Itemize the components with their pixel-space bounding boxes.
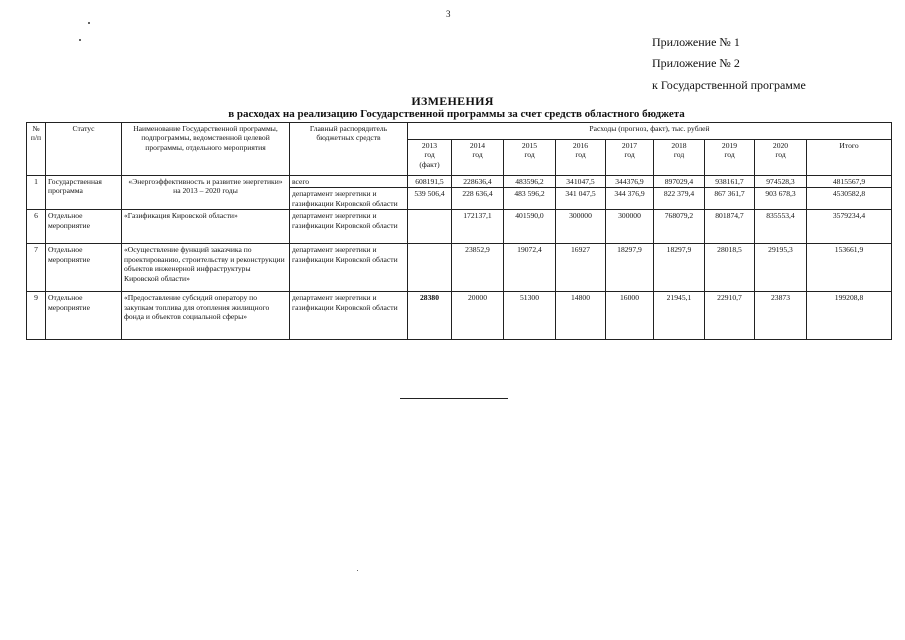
row-status: Отдельное мероприятие <box>46 244 122 292</box>
value-2013: 608191,5 <box>408 176 452 188</box>
row-manager: всего <box>290 176 408 188</box>
value-2016: 16927 <box>556 244 606 292</box>
header-status: Статус <box>46 123 122 176</box>
document-title: ИЗМЕНЕНИЯ <box>411 94 494 108</box>
document-subtitle: в расходах на реализацию Государственной программы за счет средств областного бюджета <box>228 108 685 120</box>
value-2020: 29195,3 <box>755 244 807 292</box>
value-2018: 897029,4 <box>654 176 705 188</box>
appendix-line-3: к Государственной программе <box>652 78 806 92</box>
value-2015: 483 596,2 <box>504 188 556 210</box>
header-year-2017: 2017 год <box>606 140 654 176</box>
value-2016: 300000 <box>556 210 606 244</box>
header-year-2019: 2019 год <box>705 140 755 176</box>
header-year-2015: 2015 год <box>504 140 556 176</box>
header-year-2013: 2013 год (факт) <box>408 140 452 176</box>
value-2019: 867 361,7 <box>705 188 755 210</box>
appendix-line-1: Приложение № 1 <box>652 35 740 49</box>
row-status: Отдельное мероприятие <box>46 210 122 244</box>
scan-speck <box>357 570 358 571</box>
appendix-line-2: Приложение № 2 <box>652 56 740 70</box>
header-expenses: Расходы (прогноз, факт), тыс. рублей <box>408 123 892 140</box>
row-num: 1 <box>27 176 46 210</box>
value-2020: 974528,3 <box>755 176 807 188</box>
value-2017: 18297,9 <box>606 244 654 292</box>
value-2014: 23852,9 <box>452 244 504 292</box>
value-2015: 51300 <box>504 292 556 340</box>
header-year-2014: 2014 год <box>452 140 504 176</box>
value-2018: 822 379,4 <box>654 188 705 210</box>
header-year-2018: 2018 год <box>654 140 705 176</box>
value-total: 4815567,9 <box>807 176 892 188</box>
value-total: 199208,8 <box>807 292 892 340</box>
value-2013: 28380 <box>408 292 452 340</box>
row-num: 7 <box>27 244 46 292</box>
value-2017: 344376,9 <box>606 176 654 188</box>
value-total: 153661,9 <box>807 244 892 292</box>
value-2017: 344 376,9 <box>606 188 654 210</box>
scan-speck <box>88 22 90 24</box>
value-2014: 172137,1 <box>452 210 504 244</box>
row-status: Отдельное мероприятие <box>46 292 122 340</box>
value-2018: 768079,2 <box>654 210 705 244</box>
value-2017: 300000 <box>606 210 654 244</box>
row-status: Государственная программа <box>46 176 122 210</box>
row-name: «Предоставление субсидий оператору по закупкам топлива для отопления жилищного фонда и объектов социальной сферы» <box>122 292 290 340</box>
value-2019: 22910,7 <box>705 292 755 340</box>
row-manager: департамент энергетики и газификации Кировской области <box>290 244 408 292</box>
row-num: 9 <box>27 292 46 340</box>
value-2014: 228636,4 <box>452 176 504 188</box>
value-total: 3579234,4 <box>807 210 892 244</box>
value-2013 <box>408 210 452 244</box>
row-manager: департамент энергетики и газификации Кировской области <box>290 188 408 210</box>
table-row <box>27 210 892 244</box>
row-name: «Энергоэффективность и развитие энергетики» на 2013 – 2020 годы <box>122 176 290 210</box>
header-year-2016: 2016 год <box>556 140 606 176</box>
table-row <box>27 176 892 188</box>
header-num: № п/п <box>27 123 46 176</box>
value-2017: 16000 <box>606 292 654 340</box>
scan-speck <box>79 39 81 41</box>
value-2020: 23873 <box>755 292 807 340</box>
header-total: Итого <box>807 140 892 176</box>
row-name: «Газификация Кировской области» <box>122 210 290 244</box>
header-year-2020: 2020 год <box>755 140 807 176</box>
value-2019: 938161,7 <box>705 176 755 188</box>
value-2015: 483596,2 <box>504 176 556 188</box>
table-row <box>27 292 892 340</box>
page-number: 3 <box>446 9 451 19</box>
value-2014: 20000 <box>452 292 504 340</box>
table-row <box>27 244 892 292</box>
value-2020: 835553,4 <box>755 210 807 244</box>
value-2013: 539 506,4 <box>408 188 452 210</box>
value-2013 <box>408 244 452 292</box>
value-2016: 341047,5 <box>556 176 606 188</box>
value-2016: 341 047,5 <box>556 188 606 210</box>
row-manager: департамент энергетики и газификации Кировской области <box>290 292 408 340</box>
value-2016: 14800 <box>556 292 606 340</box>
value-2015: 19072,4 <box>504 244 556 292</box>
value-total: 4530582,8 <box>807 188 892 210</box>
row-manager: департамент энергетики и газификации Кировской области <box>290 210 408 244</box>
end-divider <box>400 398 508 399</box>
value-2019: 801874,7 <box>705 210 755 244</box>
value-2014: 228 636,4 <box>452 188 504 210</box>
value-2018: 18297,9 <box>654 244 705 292</box>
value-2020: 903 678,3 <box>755 188 807 210</box>
expenses-table <box>26 122 892 340</box>
row-name: «Осуществление функций заказчика по проектированию, строительству и реконструкции объектов инженерной инфраструктуры Кировской области» <box>122 244 290 292</box>
header-manager: Главный распорядитель бюджетных средств <box>290 123 408 176</box>
value-2015: 401590,0 <box>504 210 556 244</box>
row-num: 6 <box>27 210 46 244</box>
value-2018: 21945,1 <box>654 292 705 340</box>
header-name: Наименование Государственной программы, подпрограммы, ведомственной целевой программы, отдельного мероприятия <box>122 123 290 176</box>
value-2019: 28018,5 <box>705 244 755 292</box>
